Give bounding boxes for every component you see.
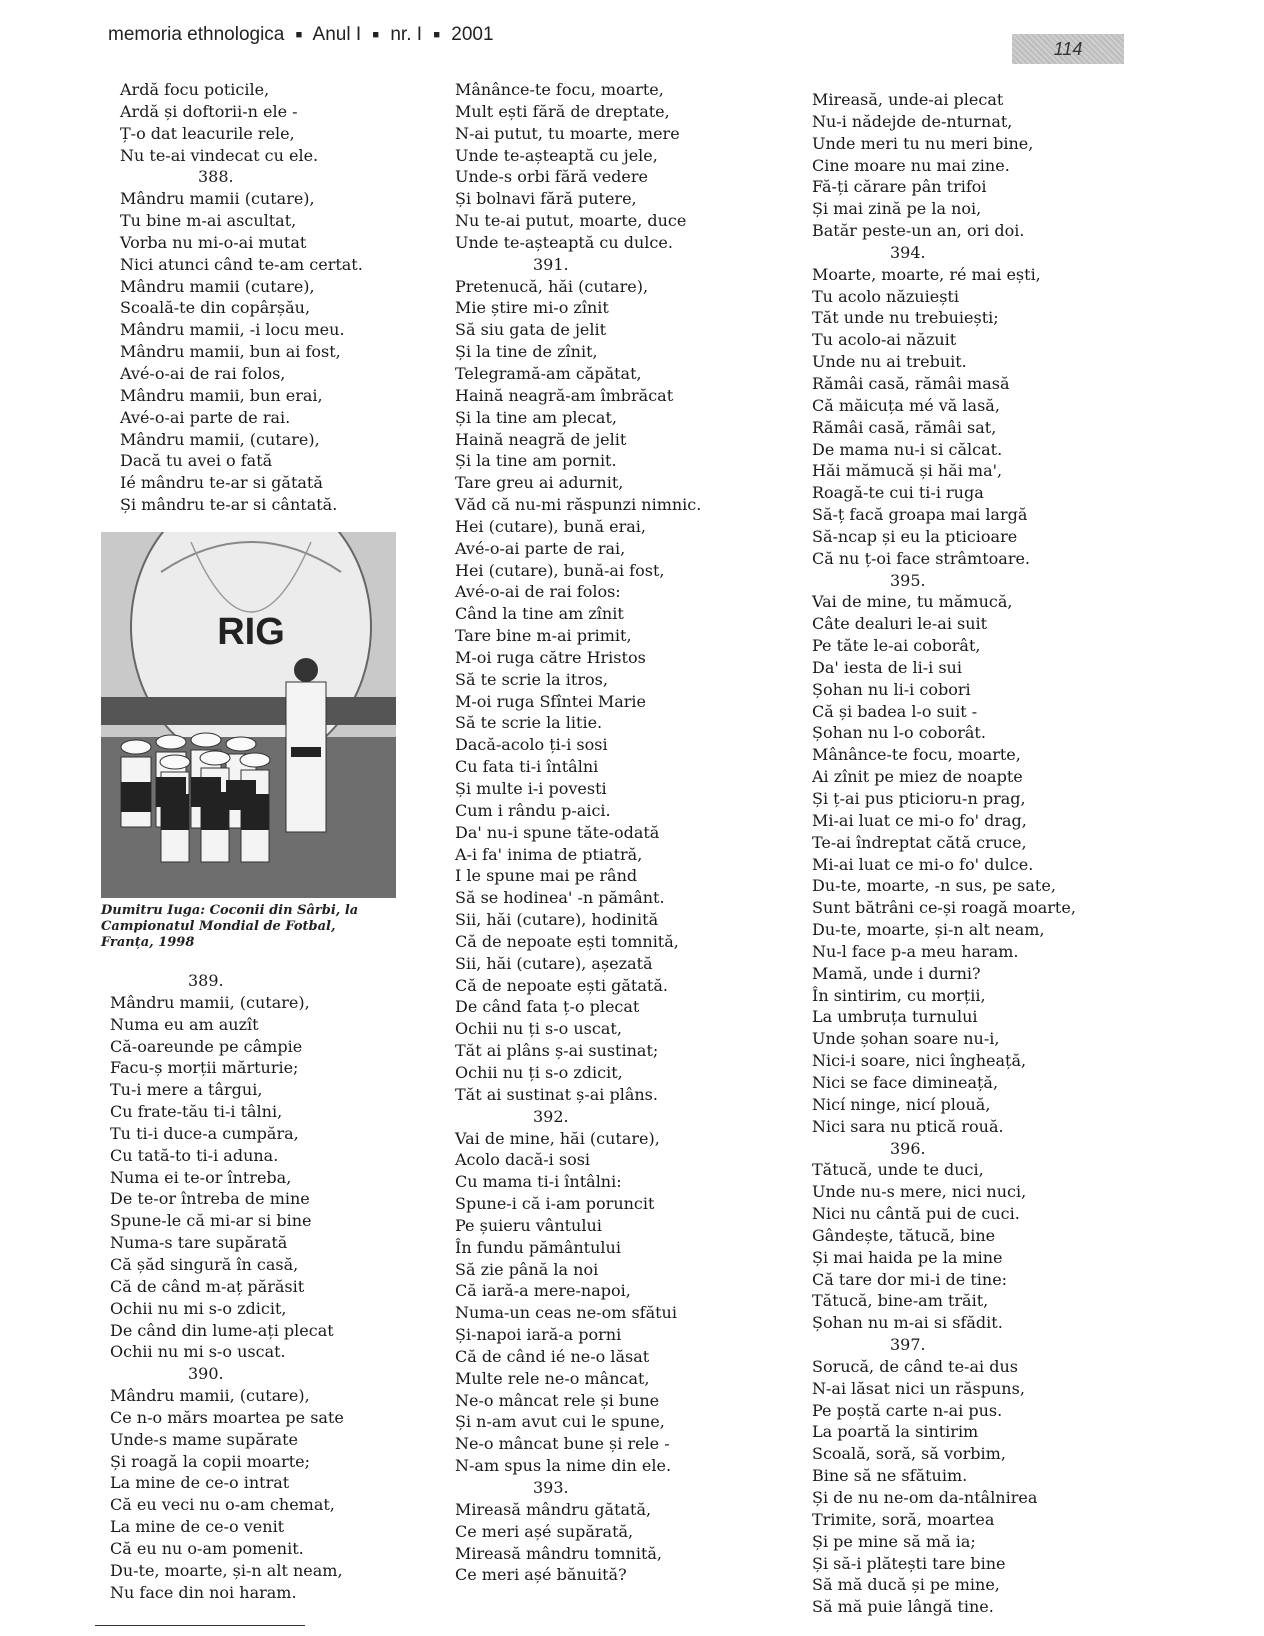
verse-line: Șohan nu li-i cobori [812, 679, 971, 699]
verse-line: Du-te, moarte, -n sus, pe sate, [812, 876, 1056, 896]
verse-line: Cu fata ti-i întâlni [455, 757, 599, 777]
verse-line: Du-te, moarte, și-n alt neam, [110, 1560, 343, 1580]
verse-line: Cum i rându p-aici. [455, 800, 611, 820]
page-number: 114 [1012, 34, 1124, 64]
verse-line: Roagă-te cui ti-i ruga [812, 483, 984, 503]
verse-line: Tătucă, bine-am trăit, [812, 1291, 989, 1311]
verse-line: Nici nu cântă pui de cuci. [812, 1204, 1020, 1224]
verse-line: Spune-i că i-am poruncit [455, 1194, 655, 1214]
verse-line: Rămâi casă, rămâi sat, [812, 417, 997, 437]
verse-line: Nu face din noi haram. [110, 1582, 297, 1602]
verse-line: Mireasă mândru tomnită, [455, 1543, 662, 1563]
column-1-top [120, 79, 363, 516]
verse-line: Numa eu am auzît [110, 1014, 259, 1034]
verse-line: Mamă, unde i durni? [812, 963, 981, 983]
verse-line: A-i fa' inima de ptiatră, [455, 844, 643, 864]
verse-line: Unde nu ai trebuit. [812, 352, 967, 372]
verse-line: Scoală, soră, să vorbim, [812, 1444, 1006, 1464]
column-3 [812, 89, 1076, 1618]
column-1-bottom [110, 970, 344, 1603]
verse-line: Mult ești fără de dreptate, [455, 101, 670, 121]
verse-line: Nicí ninge, nicí plouă, [812, 1094, 991, 1114]
verse-line: Tăt unde nu trebuiești; [812, 308, 999, 328]
poem-number: 395. [890, 570, 926, 590]
verse-line: Hăi mămucă și hăi ma', [812, 461, 1003, 481]
photo-caption [101, 903, 401, 951]
verse-line: Pretenucă, hăi (cutare), [455, 276, 649, 296]
journal-issue: nr. I [390, 24, 423, 45]
verse-line: Să se hodinea' -n pământ. [455, 888, 665, 908]
balloon-text: RIG [217, 611, 285, 653]
verse-line: Mi-ai luat ce mi-o fo' drag, [812, 810, 1027, 830]
poem-number: 389. [188, 971, 224, 990]
verse-line: Du-te, moarte, și-n alt neam, [812, 920, 1045, 940]
verse-line: Că eu nu o-am pomenit. [110, 1538, 304, 1558]
verse-line: Scoală-te din copârșău, [120, 298, 311, 318]
verse-line: Nici se face dimineață, [812, 1072, 999, 1092]
verse-line: Ié mândru te-ar si gătată [120, 473, 323, 493]
verse-line: Mie știre mi-o zînit [455, 298, 609, 318]
verse-line: Avé-o-ai parte de rai, [455, 538, 626, 558]
verse-line: Văd că nu-mi răspunzi nimnic. [455, 495, 702, 515]
poem-number: 388. [198, 167, 234, 187]
verse-line: Mândru mamii (cutare), [120, 189, 315, 209]
verse-line: Trimite, soră, moartea [812, 1509, 995, 1529]
verse-line: Și la tine am pornit. [455, 451, 617, 471]
poem-number: 393. [533, 1478, 569, 1497]
verse-line: Haină neagră-am îmbrăcat [455, 385, 674, 405]
verse-line: Unde nu-s mere, nici nuci, [812, 1182, 1027, 1202]
verse-line: Unde te-așteaptă cu jele, [455, 145, 658, 165]
verse-line: Gândește, tătucă, bine [812, 1225, 996, 1245]
verse-line: Că iară-a mere-napoi, [455, 1281, 631, 1301]
verse-line: M-oi ruga Sfîntei Marie [455, 691, 647, 711]
verse-line: N-ai putut, tu moarte, mere [455, 123, 680, 143]
verse-line: Ochii nu ți s-o zdicit, [455, 1062, 623, 1082]
verse-line: Cu mama ti-i întâlni: [455, 1172, 622, 1192]
verse-line: Și la tine am plecat, [455, 407, 617, 427]
photo-dancers-balloon [101, 532, 396, 898]
verse-line: Rămâi casă, rămâi masă [812, 373, 1010, 393]
verse-line: Haină neagră de jelit [455, 429, 627, 449]
verse-line: Să zie până la noi [455, 1259, 599, 1279]
verse-line: De când din lume-ați plecat [110, 1320, 334, 1340]
verse-line: Ochii nu mi s-o uscat. [110, 1342, 286, 1362]
verse-line: Tătucă, unde te duci, [812, 1160, 984, 1180]
verse-line: Cu tată-to ti-i aduna. [110, 1145, 279, 1165]
verse-line: Pe poștă carte n-ai pus. [812, 1400, 1003, 1420]
verse-line: Ce n-o mărs moartea pe sate [110, 1407, 344, 1427]
journal-year: Anul I [312, 24, 362, 45]
journal-date: 2001 [451, 24, 494, 45]
verse-line: Tu-i mere a târgui, [110, 1080, 263, 1100]
verse-line: Mândru mamii, (cutare), [120, 429, 320, 449]
verse-line: Că de nepoate ești tomnită, [455, 931, 679, 951]
verse-line: Telegramă-am căpătat, [455, 363, 642, 383]
poem-number: 396. [890, 1138, 926, 1158]
verse-line: De când fata ț-o plecat [455, 997, 640, 1017]
verse-line: Moarte, moarte, ré mai ești, [812, 264, 1041, 284]
verse-line: I le spune mai pe rând [455, 866, 638, 886]
verse-line: Tu acolo năzuiești [812, 286, 959, 306]
verse-line: Și mai haida pe la mine [812, 1247, 1003, 1267]
verse-line: Și să-i plătești tare bine [812, 1553, 1006, 1573]
verse-line: Tu ti-i duce-a cumpăra, [110, 1123, 299, 1143]
verse-line: Că-oareunde pe câmpie [110, 1036, 303, 1056]
verse-line: Mireasă mândru gătată, [455, 1499, 652, 1519]
verse-line: Dacă tu avei o fată [120, 451, 273, 471]
verse-line: Ț-o dat leacurile rele, [120, 123, 295, 143]
separator-square-icon: ■ [295, 28, 303, 41]
verse-line: Batăr peste-un an, ori doi. [812, 221, 1025, 241]
verse-line: La mine de ce-o intrat [110, 1473, 290, 1493]
verse-line: Da' iesta de li-i sui [812, 657, 962, 677]
verse-line: Și mândru te-ar si cântată. [120, 495, 338, 515]
verse-line: Ne-o mâncat rele și bune [455, 1390, 660, 1410]
caption-line: Franța, 1998 [101, 935, 195, 950]
verse-line: Să mă puie lângă tine. [812, 1597, 994, 1617]
verse-line: Tăt ai plâns ș-ai sustinat; [455, 1041, 659, 1061]
verse-line: Unde meri tu nu meri bine, [812, 133, 1034, 153]
verse-line: N-am spus la nime din ele. [455, 1456, 672, 1476]
verse-line: Să siu gata de jelit [455, 320, 607, 340]
verse-line: Și bolnavi fără putere, [455, 189, 637, 209]
verse-line: Tare bine m-ai primit, [455, 626, 632, 646]
verse-line: Pe șuieru vântului [455, 1215, 602, 1235]
verse-line: Să te scrie la litie. [455, 713, 603, 733]
poem-number: 397. [890, 1335, 926, 1355]
verse-line: Unde-s mame supărate [110, 1429, 299, 1449]
verse-line: Că tare dor mi-i de tine: [812, 1269, 1008, 1289]
verse-line: Cine moare nu mai zine. [812, 155, 1010, 175]
verse-line: Nici-i soare, nici îngheață, [812, 1051, 1027, 1071]
verse-line: Unde șohan soare nu-i, [812, 1029, 1000, 1049]
poem-number: 394. [890, 242, 926, 262]
verse-line: Facu-ș morții mărturie; [110, 1058, 299, 1078]
verse-line: În sintirim, cu morții, [812, 985, 986, 1005]
verse-line: Și-napoi iară-a porni [455, 1325, 622, 1345]
verse-line: Unde te-așteaptă cu dulce. [455, 232, 673, 252]
verse-line: Numa ei te-or întreba, [110, 1167, 292, 1187]
verse-line: Ardă și doftorii-n ele - [120, 101, 298, 121]
separator-square-icon: ■ [433, 28, 440, 41]
verse-line: Că și badea l-o suit - [812, 701, 978, 721]
verse-line: Cu frate-tău ti-i tâlni, [110, 1102, 283, 1122]
verse-line: Și multe i-i povesti [455, 779, 607, 798]
verse-line: Avé-o-ai parte de rai. [120, 407, 291, 427]
verse-line: Sii, hăi (cutare), așezată [455, 953, 653, 973]
verse-line: Da' nu-i spune tăte-odată [455, 822, 660, 842]
column-2 [455, 79, 701, 1586]
verse-line: Mândru mamii, -i locu meu. [120, 320, 345, 340]
verse-line: Mândru mamii, (cutare), [110, 992, 310, 1012]
verse-line: Bine să ne sfătuim. [812, 1466, 968, 1486]
verse-line: Că eu veci nu o-am chemat, [110, 1495, 335, 1515]
verse-line: Sunt bătrâni ce-și roagă moarte, [812, 898, 1076, 918]
verse-line: Hei (cutare), bună erai, [455, 516, 646, 536]
verse-line: În fundu pământului [455, 1237, 621, 1257]
verse-line: Și la tine de zînit, [455, 342, 598, 362]
separator-square-icon: ■ [372, 28, 380, 41]
verse-line: Ochii nu mi s-o zdicit, [110, 1298, 287, 1318]
verse-line: Nu te-ai vindecat cu ele. [120, 145, 319, 165]
verse-line: Tăt ai sustinat ș-ai plâns. [455, 1084, 658, 1104]
verse-line: Pe tăte le-ai coborât, [812, 636, 981, 656]
verse-line: Numa-un ceas ne-om sfătui [455, 1303, 677, 1323]
verse-line: Că șăd singură în casă, [110, 1254, 299, 1274]
verse-line: Că de când m-aț părăsit [110, 1276, 305, 1296]
verse-line: Ce meri așé bănuită? [455, 1565, 627, 1585]
photo-image [101, 532, 396, 898]
verse-line: Sorucă, de când te-ai dus [812, 1356, 1018, 1376]
verse-line: M-oi ruga către Hristos [455, 647, 646, 667]
verse-line: Avé-o-ai de rai folos: [455, 582, 621, 602]
verse-line: Și n-am avut cui le spune, [455, 1412, 665, 1432]
verse-line: Și pe mine să mă ia; [812, 1531, 976, 1551]
verse-line: Și ț-ai pus pticioru-n prag, [812, 789, 1026, 808]
verse-line: Mândru mamii, (cutare), [110, 1386, 310, 1406]
verse-line: Avé-o-ai de rai folos, [120, 363, 286, 383]
verse-line: Că nu ț-oi face strâmtoare. [812, 548, 1031, 568]
verse-line: Mânânce-te focu, moarte, [455, 80, 664, 99]
verse-line: Nici atunci când te-am certat. [120, 254, 363, 274]
verse-line: Și roagă la copii moarte; [110, 1451, 311, 1471]
verse-line: Că de nepoate ești gătată. [455, 975, 668, 995]
verse-line: Te-ai îndreptat cătă cruce, [812, 832, 1027, 852]
verse-line: Câte dealuri le-ai suit [812, 614, 988, 634]
poem-number: 392. [533, 1106, 569, 1126]
verse-line: Mândru mamii, bun erai, [120, 385, 323, 405]
verse-line: La mine de ce-o venit [110, 1517, 285, 1537]
verse-line: Mi-ai luat ce mi-o fo' dulce. [812, 854, 1034, 874]
verse-line: Multe rele ne-o mâncat, [455, 1368, 650, 1388]
verse-line: Nu te-ai putut, moarte, duce [455, 211, 687, 231]
journal-title: memoria ethnologica [108, 24, 285, 45]
caption-line: Dumitru Iuga: Coconii din Sârbi, la [101, 903, 359, 918]
verse-line: Să-ncap și eu la pticioare [812, 526, 1018, 546]
verse-line: La poartă la sintirim [812, 1422, 979, 1442]
verse-line: Șohan nu m-ai si sfădit. [812, 1313, 1003, 1333]
verse-line: Ochii nu ți s-o uscat, [455, 1019, 622, 1039]
verse-line: Acolo dacă-i sosi [455, 1150, 591, 1170]
verse-line: Numa-s tare supărată [110, 1233, 288, 1253]
verse-line: Nici sara nu ptică rouă. [812, 1116, 1004, 1136]
verse-line: Și de nu ne-om da-ntâlnirea [812, 1488, 1038, 1507]
verse-line: Când la tine am zînit [455, 604, 624, 624]
verse-line: Unde-s orbi fără vedere [455, 167, 648, 187]
verse-line: Nu-l face p-a meu haram. [812, 941, 1019, 961]
poem-number: 390. [188, 1364, 224, 1384]
verse-line: De te-or întreba de mine [110, 1189, 310, 1209]
verse-line: De mama nu-i si călcat. [812, 439, 1003, 459]
verse-line: Mândru mamii (cutare), [120, 276, 315, 296]
verse-line: Că măicuța mé vă lasă, [812, 395, 1000, 415]
verse-line: Și mai zină pe la noi, [812, 199, 982, 219]
verse-line: Nu-i nădejde de-nturnat, [812, 111, 1013, 131]
verse-line: Să mă ducă și pe mine, [812, 1575, 1000, 1595]
verse-line: N-ai lăsat nici un răspuns, [812, 1378, 1025, 1398]
verse-line: Vai de mine, tu mămucă, [812, 592, 1013, 612]
verse-line: Mireasă, unde-ai plecat [812, 90, 1004, 109]
verse-line: Ne-o mâncat bune și rele - [455, 1434, 670, 1454]
verse-line: Sii, hăi (cutare), hodinită [455, 910, 659, 930]
poem-number: 391. [533, 254, 569, 274]
verse-line: Tu bine m-ai ascultat, [120, 211, 297, 231]
verse-line: Ce meri așé supărată, [455, 1521, 634, 1541]
footnote-rule [95, 1625, 305, 1626]
verse-line: Tare greu ai adurnit, [455, 473, 624, 493]
page-header [108, 24, 494, 46]
verse-line: Șohan nu l-o coborât. [812, 723, 986, 743]
verse-line: Să-ț facă groapa mai largă [812, 505, 1028, 525]
verse-line: Tu acolo-ai năzuit [812, 330, 957, 350]
verse-line: Mândru mamii, bun ai fost, [120, 342, 341, 362]
verse-line: Să te scrie la itros, [455, 669, 608, 689]
verse-line: Ai zînit pe miez de noapte [812, 767, 1023, 787]
verse-line: Mânânce-te focu, moarte, [812, 745, 1021, 765]
verse-line: Că de când ié ne-o lăsat [455, 1346, 650, 1366]
verse-line: Spune-le că mi-ar si bine [110, 1211, 312, 1231]
verse-line: Hei (cutare), bună-ai fost, [455, 560, 665, 580]
verse-line: Vorba nu mi-o-ai mutat [120, 232, 307, 252]
verse-line: Dacă-acolo ți-i sosi [455, 735, 608, 755]
verse-line: La umbruța turnului [812, 1007, 978, 1027]
verse-line: Vai de mine, hăi (cutare), [455, 1128, 660, 1148]
caption-line: Campionatul Mondial de Fotbal, [101, 919, 336, 934]
verse-line: Fă-ți cărare pân trifoi [812, 177, 987, 197]
verse-line: Ardă focu poticile, [120, 80, 270, 99]
